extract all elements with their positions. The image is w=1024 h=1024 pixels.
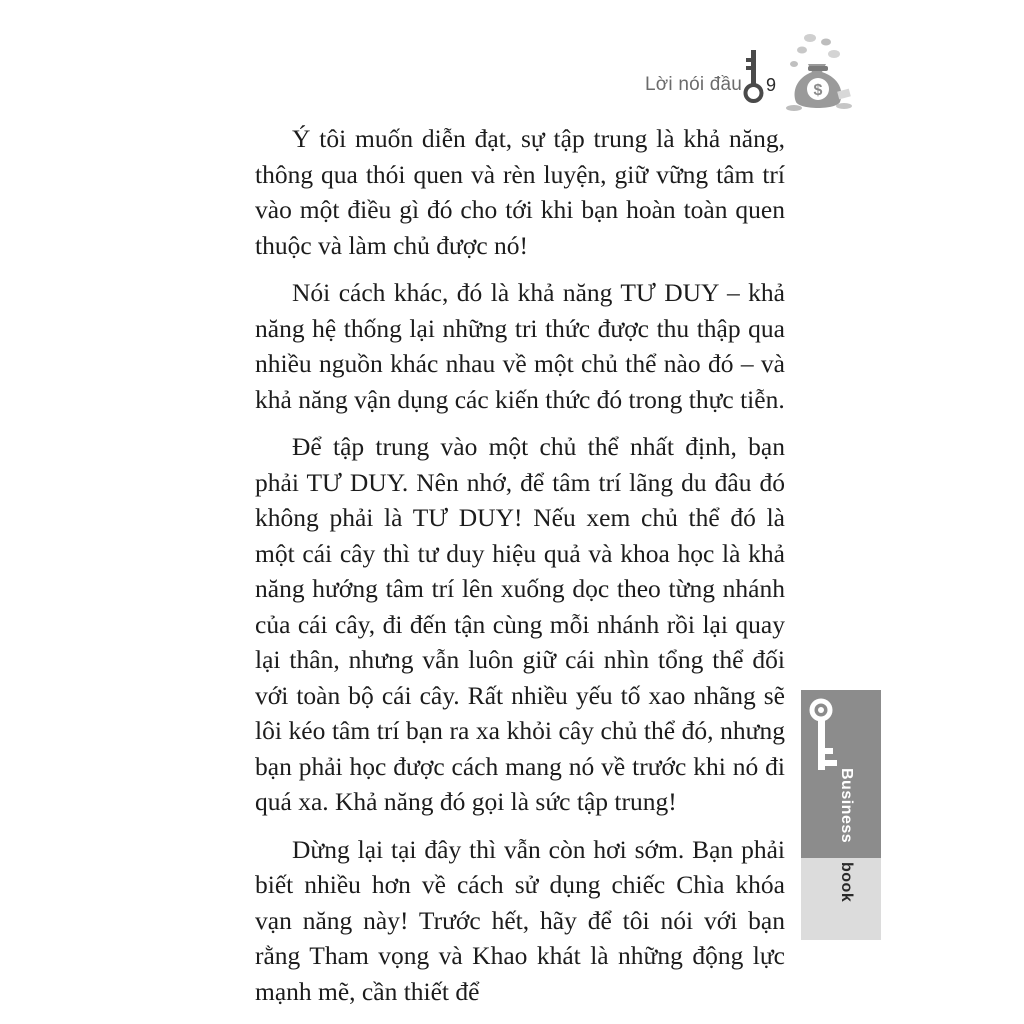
paragraph: Dừng lại tại đây thì vẫn còn hơi sớm. Bạn phải biết nhiều hơn về cách sử dụng chiếc Chìa khóa vạn năng này! Trước hết, hãy để tôi nói với bạn rằng Tham vọng và Khao khát là những động lực mạnh mẽ, cần thiết để	[255, 834, 785, 1006]
money-bag-icon	[782, 30, 854, 112]
paragraph: Ý tôi muốn diễn đạt, sự tập trung là khả năng, thông qua thói quen và rèn luyện, giữ vững tâm trí vào một điều gì đó cho tới khi bạn hoàn toàn quen thuộc và làm chủ được nó!	[255, 124, 785, 260]
side-tab	[801, 690, 881, 940]
side-tab-label-business: Business	[838, 768, 855, 844]
side-tab-label-book: book	[838, 862, 855, 903]
paragraph: Để tập trung vào một chủ thể nhất định, bạn phải TƯ DUY. Nên nhớ, để tâm trí lãng du đâu đó không phải là TƯ DUY! Nếu xem chủ thể đó là một cái cây thì tư duy hiệu quả và khoa học là khả năng hướng tâm trí lên xuống dọc theo từng nhánh của cái cây, đi đến tận cùng mỗi nhánh rồi lại quay lại thân, nhưng vẫn luôn giữ cái nhìn tổng thể đối với toàn bộ cái cây. Rất nhiều yếu tố xao nhãng sẽ lôi kéo tâm trí bạn ra xa khỏi cây chủ thể đó, nhưng bạn phải học được cách mang nó về trước khi nó đi quá xa. Khả năng đó gọi là sức tập trung!	[255, 432, 785, 816]
key-icon	[738, 48, 768, 104]
page-number: 9	[766, 75, 777, 95]
chapter-title: Lời nói đầu	[645, 74, 743, 95]
key-icon	[807, 696, 857, 774]
svg-text:$: $	[813, 82, 823, 99]
body-text	[255, 121, 785, 1021]
paragraph: Nói cách khác, đó là khả năng TƯ DUY – khả năng hệ thống lại những tri thức được thu thập qua nhiều nguồn khác nhau về một chủ thể nào đó – và khả năng vận dụng các kiến thức đó trong thực tiễn.	[255, 278, 785, 414]
